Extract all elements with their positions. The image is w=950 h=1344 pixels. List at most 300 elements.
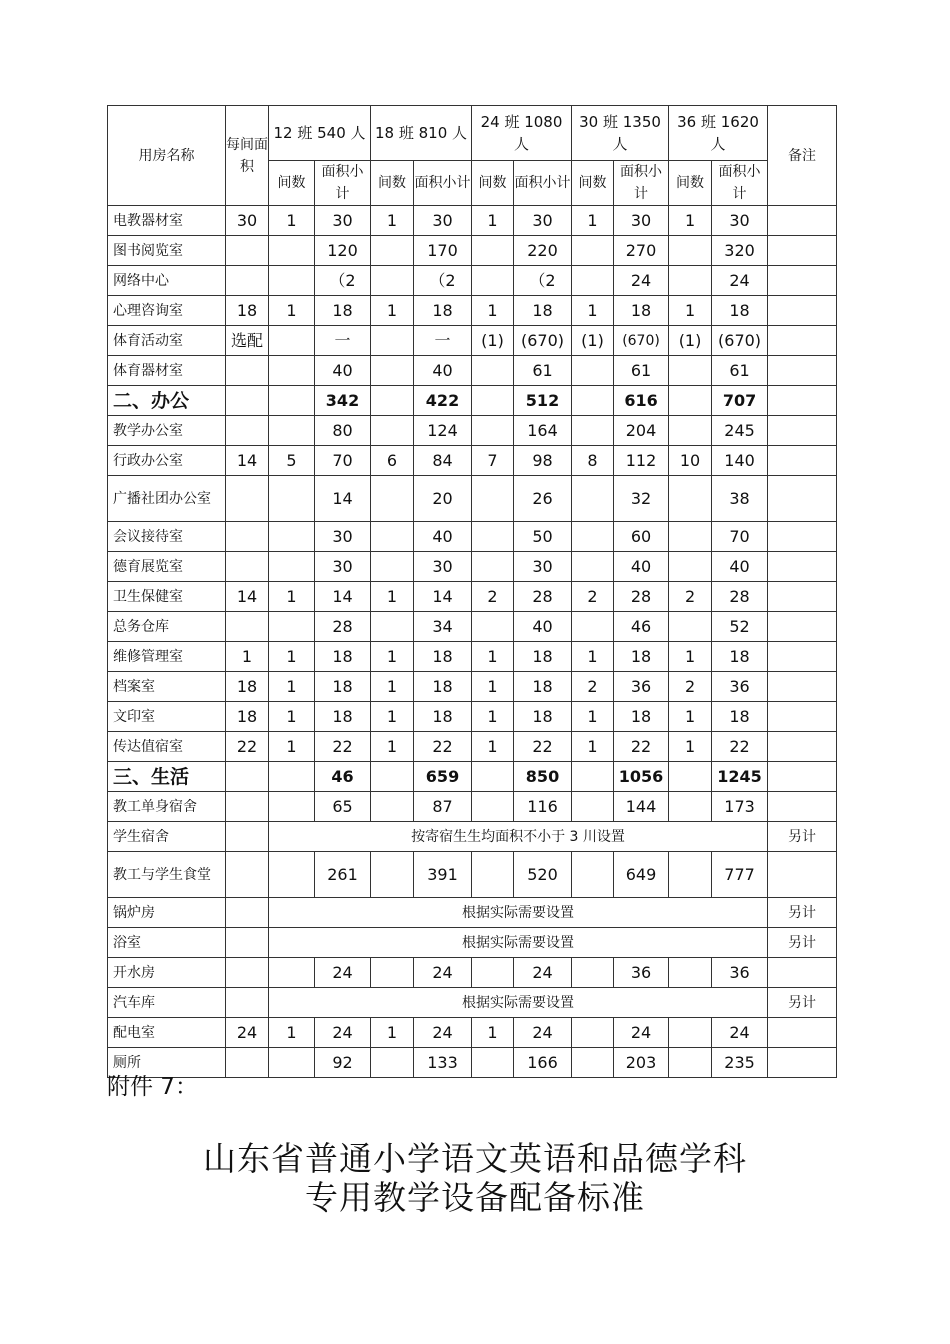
subtotal-cell: 24 — [315, 958, 371, 988]
room-name-cell: 开水房 — [108, 958, 226, 988]
subtotal-cell: 22 — [712, 732, 768, 762]
subtotal-cell: 14 — [414, 582, 472, 612]
subtotal-cell: 一 — [414, 326, 472, 356]
count-cell — [371, 266, 414, 296]
count-cell: 1 — [472, 206, 514, 236]
area-each-cell: 24 — [226, 1018, 269, 1048]
area-each-cell — [226, 898, 269, 928]
subtotal-cell: 850 — [514, 762, 572, 792]
subtotal-cell: 84 — [414, 446, 472, 476]
count-cell — [371, 416, 414, 446]
note-cell — [768, 582, 837, 612]
count-cell — [669, 386, 712, 416]
count-cell — [472, 266, 514, 296]
room-name-cell: 配电室 — [108, 1018, 226, 1048]
header-subtotal: 面积小计 — [712, 161, 768, 206]
header-count: 间数 — [269, 161, 315, 206]
merged-note-cell: 根据实际需要设置 — [269, 928, 768, 958]
count-cell — [269, 476, 315, 522]
area-each-cell — [226, 236, 269, 266]
count-cell: 1 — [371, 642, 414, 672]
subtotal-cell: 144 — [614, 792, 669, 822]
subtotal-cell: 18 — [712, 296, 768, 326]
subtotal-cell: 一 — [315, 326, 371, 356]
subtotal-cell: 22 — [514, 732, 572, 762]
subtotal-cell: 20 — [414, 476, 472, 522]
subtotal-cell: 18 — [712, 642, 768, 672]
note-cell — [768, 206, 837, 236]
area-each-cell — [226, 612, 269, 642]
area-each-cell: 14 — [226, 446, 269, 476]
area-each-cell — [226, 476, 269, 522]
count-cell: 1 — [472, 672, 514, 702]
room-name-cell: 浴室 — [108, 928, 226, 958]
subtotal-cell: 40 — [514, 612, 572, 642]
subtotal-cell: 203 — [614, 1048, 669, 1078]
subtotal-cell: 164 — [514, 416, 572, 446]
subtotal-cell: 18 — [414, 672, 472, 702]
count-cell — [269, 266, 315, 296]
subtotal-cell: 235 — [712, 1048, 768, 1078]
subtotal-cell: 24 — [712, 266, 768, 296]
subtotal-cell: 92 — [315, 1048, 371, 1078]
count-cell — [269, 958, 315, 988]
header-group-36: 36 班 1620 人 — [669, 106, 768, 161]
count-cell — [269, 1048, 315, 1078]
subtotal-cell: 28 — [712, 582, 768, 612]
note-cell — [768, 266, 837, 296]
subtotal-cell: 61 — [514, 356, 572, 386]
room-name-cell: 二、办公 — [108, 386, 226, 416]
count-cell — [669, 1048, 712, 1078]
note-cell — [768, 326, 837, 356]
room-name-cell: 卫生保健室 — [108, 582, 226, 612]
header-count: 间数 — [472, 161, 514, 206]
subtotal-cell: 18 — [514, 642, 572, 672]
count-cell — [572, 236, 614, 266]
section-row — [108, 762, 837, 792]
header-subtotal: 面积小计 — [414, 161, 472, 206]
subtotal-cell: 18 — [614, 296, 669, 326]
count-cell — [269, 762, 315, 792]
subtotal-cell: 22 — [414, 732, 472, 762]
subtotal-cell: 26 — [514, 476, 572, 522]
subtotal-cell: 36 — [614, 958, 669, 988]
count-cell — [472, 1048, 514, 1078]
subtotal-cell: (670) — [712, 326, 768, 356]
count-cell: 1 — [371, 672, 414, 702]
count-cell — [269, 522, 315, 552]
subtotal-cell: 14 — [315, 476, 371, 522]
table-row — [108, 852, 837, 898]
subtotal-cell: 616 — [614, 386, 669, 416]
table-row — [108, 582, 837, 612]
subtotal-cell: 24 — [414, 1018, 472, 1048]
room-name-cell: 图书阅览室 — [108, 236, 226, 266]
table-row — [108, 326, 837, 356]
room-name-cell: 会议接待室 — [108, 522, 226, 552]
area-each-cell: 选配 — [226, 326, 269, 356]
subtotal-cell: 18 — [315, 702, 371, 732]
table-row — [108, 988, 837, 1018]
count-cell: 1 — [472, 732, 514, 762]
area-each-cell — [226, 762, 269, 792]
count-cell — [572, 1018, 614, 1048]
count-cell — [269, 236, 315, 266]
subtotal-cell: 52 — [712, 612, 768, 642]
note-cell — [768, 958, 837, 988]
count-cell — [472, 852, 514, 898]
header-count: 间数 — [371, 161, 414, 206]
subtotal-cell: 24 — [514, 958, 572, 988]
table-row — [108, 792, 837, 822]
subtotal-cell: 40 — [712, 552, 768, 582]
room-name-cell: 体育器材室 — [108, 356, 226, 386]
count-cell: 10 — [669, 446, 712, 476]
room-name-cell: 教工单身宿舍 — [108, 792, 226, 822]
subtotal-cell: 120 — [315, 236, 371, 266]
header-subtotal: 面积小计 — [315, 161, 371, 206]
note-cell — [768, 852, 837, 898]
subtotal-cell: 261 — [315, 852, 371, 898]
area-each-cell: 14 — [226, 582, 269, 612]
count-cell: 1 — [371, 732, 414, 762]
subtotal-cell: 30 — [414, 206, 472, 236]
subtotal-cell: 40 — [414, 356, 472, 386]
count-cell — [472, 356, 514, 386]
room-standards-table — [107, 105, 837, 1078]
count-cell: 1 — [371, 1018, 414, 1048]
room-name-cell: 心理咨询室 — [108, 296, 226, 326]
room-name-cell: 行政办公室 — [108, 446, 226, 476]
subtotal-cell: 124 — [414, 416, 472, 446]
subtotal-cell: 24 — [414, 958, 472, 988]
count-cell: 1 — [572, 296, 614, 326]
section-row — [108, 386, 837, 416]
subtotal-cell: 170 — [414, 236, 472, 266]
table-row — [108, 702, 837, 732]
subtotal-cell: 24 — [614, 1018, 669, 1048]
note-cell — [768, 296, 837, 326]
subtotal-cell: 30 — [514, 206, 572, 236]
subtotal-cell: 18 — [614, 642, 669, 672]
area-each-cell — [226, 792, 269, 822]
count-cell: 1 — [669, 702, 712, 732]
subtotal-cell: 18 — [414, 702, 472, 732]
count-cell: 1 — [572, 206, 614, 236]
count-cell — [572, 612, 614, 642]
count-cell — [269, 386, 315, 416]
room-name-cell: 电教器材室 — [108, 206, 226, 236]
note-cell — [768, 416, 837, 446]
subtotal-cell: (670) — [614, 326, 669, 356]
merged-note-cell: 根据实际需要设置 — [269, 988, 768, 1018]
subtotal-cell: 30 — [315, 552, 371, 582]
count-cell: 2 — [572, 672, 614, 702]
count-cell — [269, 326, 315, 356]
header-notes: 备注 — [768, 106, 837, 206]
subtotal-cell: 220 — [514, 236, 572, 266]
subtotal-cell: 204 — [614, 416, 669, 446]
subtotal-cell: 46 — [315, 762, 371, 792]
merged-note-cell: 根据实际需要设置 — [269, 898, 768, 928]
doc-title-line2: 专用教学设备配备标准 — [305, 1178, 645, 1217]
count-cell — [472, 476, 514, 522]
table-row — [108, 1018, 837, 1048]
subtotal-cell: 649 — [614, 852, 669, 898]
note-cell — [768, 386, 837, 416]
table-row — [108, 898, 837, 928]
count-cell — [572, 416, 614, 446]
subtotal-cell: 342 — [315, 386, 371, 416]
subtotal-cell: 30 — [712, 206, 768, 236]
subtotal-cell: 24 — [514, 1018, 572, 1048]
room-name-cell: 维修管理室 — [108, 642, 226, 672]
note-cell — [768, 732, 837, 762]
count-cell: 1 — [269, 642, 315, 672]
room-name-cell: 传达值宿室 — [108, 732, 226, 762]
subtotal-cell: 18 — [414, 642, 472, 672]
subtotal-cell: 61 — [712, 356, 768, 386]
area-each-cell — [226, 386, 269, 416]
count-cell: 8 — [572, 446, 614, 476]
table-row — [108, 958, 837, 988]
area-each-cell: 18 — [226, 296, 269, 326]
subtotal-cell: （2 — [514, 266, 572, 296]
count-cell: 1 — [269, 206, 315, 236]
count-cell: 1 — [669, 642, 712, 672]
count-cell — [572, 522, 614, 552]
subtotal-cell: 18 — [414, 296, 472, 326]
subtotal-cell: 116 — [514, 792, 572, 822]
header-group-30: 30 班 1350 人 — [572, 106, 669, 161]
room-name-cell: 广播社团办公室 — [108, 476, 226, 522]
subtotal-cell: 30 — [315, 522, 371, 552]
count-cell — [371, 326, 414, 356]
count-cell — [669, 356, 712, 386]
subtotal-cell: 18 — [315, 296, 371, 326]
room-name-cell: 体育活动室 — [108, 326, 226, 356]
subtotal-cell: 28 — [614, 582, 669, 612]
count-cell: 1 — [269, 672, 315, 702]
room-name-cell: 档案室 — [108, 672, 226, 702]
subtotal-cell: 80 — [315, 416, 371, 446]
count-cell — [572, 852, 614, 898]
count-cell — [669, 958, 712, 988]
room-name-cell: 文印室 — [108, 702, 226, 732]
note-cell: 另计 — [768, 928, 837, 958]
count-cell: 1 — [472, 296, 514, 326]
note-cell — [768, 1048, 837, 1078]
count-cell — [669, 1018, 712, 1048]
area-each-cell: 22 — [226, 732, 269, 762]
note-cell — [768, 552, 837, 582]
count-cell — [472, 792, 514, 822]
subtotal-cell: 777 — [712, 852, 768, 898]
count-cell: 5 — [269, 446, 315, 476]
area-each-cell: 18 — [226, 702, 269, 732]
count-cell — [472, 762, 514, 792]
note-cell — [768, 1018, 837, 1048]
count-cell — [572, 1048, 614, 1078]
count-cell: 7 — [472, 446, 514, 476]
count-cell — [669, 416, 712, 446]
count-cell — [669, 852, 712, 898]
count-cell — [269, 552, 315, 582]
subtotal-cell: 166 — [514, 1048, 572, 1078]
subtotal-cell: 14 — [315, 582, 371, 612]
header-area-each: 每间面积 — [226, 106, 269, 206]
header-subtotal: 面积小计 — [614, 161, 669, 206]
subtotal-cell: 133 — [414, 1048, 472, 1078]
count-cell — [572, 386, 614, 416]
area-each-cell — [226, 552, 269, 582]
count-cell — [472, 416, 514, 446]
count-cell: 2 — [669, 582, 712, 612]
count-cell: 6 — [371, 446, 414, 476]
count-cell — [669, 266, 712, 296]
subtotal-cell: （2 — [414, 266, 472, 296]
header-count: 间数 — [572, 161, 614, 206]
subtotal-cell: 28 — [315, 612, 371, 642]
room-name-cell: 德育展览室 — [108, 552, 226, 582]
count-cell: 1 — [269, 702, 315, 732]
subtotal-cell: 60 — [614, 522, 669, 552]
count-cell — [371, 1048, 414, 1078]
subtotal-cell: 38 — [712, 476, 768, 522]
note-cell — [768, 356, 837, 386]
area-each-cell — [226, 416, 269, 446]
count-cell — [669, 476, 712, 522]
count-cell: 1 — [572, 642, 614, 672]
room-name-cell: 锅炉房 — [108, 898, 226, 928]
note-cell: 另计 — [768, 988, 837, 1018]
note-cell — [768, 762, 837, 792]
count-cell — [269, 792, 315, 822]
area-each-cell — [226, 822, 269, 852]
note-cell — [768, 642, 837, 672]
area-each-cell: 30 — [226, 206, 269, 236]
count-cell: (1) — [669, 326, 712, 356]
count-cell: 1 — [472, 642, 514, 672]
table-row — [108, 552, 837, 582]
header-subtotal: 面积小计 — [514, 161, 572, 206]
count-cell — [572, 266, 614, 296]
table-row — [108, 446, 837, 476]
subtotal-cell: 24 — [614, 266, 669, 296]
count-cell: 1 — [371, 296, 414, 326]
subtotal-cell: 391 — [414, 852, 472, 898]
count-cell — [472, 236, 514, 266]
note-cell — [768, 702, 837, 732]
count-cell — [269, 612, 315, 642]
count-cell — [669, 236, 712, 266]
count-cell — [669, 792, 712, 822]
count-cell: 1 — [669, 296, 712, 326]
subtotal-cell: 140 — [712, 446, 768, 476]
subtotal-cell: 70 — [315, 446, 371, 476]
header-room-name: 用房名称 — [108, 106, 226, 206]
note-cell: 另计 — [768, 822, 837, 852]
note-cell: 另计 — [768, 898, 837, 928]
count-cell: 1 — [371, 582, 414, 612]
table-row — [108, 642, 837, 672]
room-name-cell: 学生宿舍 — [108, 822, 226, 852]
room-name-cell: 汽车库 — [108, 988, 226, 1018]
merged-note-cell: 按寄宿生生均面积不小于 3 川设置 — [269, 822, 768, 852]
count-cell — [371, 236, 414, 266]
area-each-cell — [226, 522, 269, 552]
subtotal-cell: 1056 — [614, 762, 669, 792]
header-count: 间数 — [669, 161, 712, 206]
subtotal-cell: 40 — [614, 552, 669, 582]
table-row — [108, 476, 837, 522]
subtotal-cell: 22 — [315, 732, 371, 762]
subtotal-cell: 18 — [315, 642, 371, 672]
subtotal-cell: 30 — [514, 552, 572, 582]
count-cell — [269, 416, 315, 446]
subtotal-cell: 40 — [414, 522, 472, 552]
count-cell — [572, 792, 614, 822]
room-name-cell: 总务仓库 — [108, 612, 226, 642]
subtotal-cell: 1245 — [712, 762, 768, 792]
header-group-24: 24 班 1080 人 — [472, 106, 572, 161]
subtotal-cell: 34 — [414, 612, 472, 642]
subtotal-cell: 520 — [514, 852, 572, 898]
count-cell — [371, 958, 414, 988]
count-cell: 1 — [371, 702, 414, 732]
count-cell — [572, 552, 614, 582]
subtotal-cell: 512 — [514, 386, 572, 416]
count-cell — [472, 386, 514, 416]
subtotal-cell: 245 — [712, 416, 768, 446]
room-name-cell: 教工与学生食堂 — [108, 852, 226, 898]
count-cell: 1 — [269, 582, 315, 612]
header-group-18: 18 班 810 人 — [371, 106, 472, 161]
room-name-cell: 教学办公室 — [108, 416, 226, 446]
count-cell — [669, 612, 712, 642]
count-cell: 1 — [669, 732, 712, 762]
area-each-cell — [226, 1048, 269, 1078]
area-each-cell — [226, 928, 269, 958]
count-cell — [371, 612, 414, 642]
count-cell — [572, 476, 614, 522]
count-cell: (1) — [572, 326, 614, 356]
note-cell — [768, 522, 837, 552]
subtotal-cell: 40 — [315, 356, 371, 386]
note-cell — [768, 792, 837, 822]
subtotal-cell: 422 — [414, 386, 472, 416]
room-name-cell: 三、生活 — [108, 762, 226, 792]
subtotal-cell: 270 — [614, 236, 669, 266]
area-each-cell — [226, 356, 269, 386]
subtotal-cell: 18 — [514, 702, 572, 732]
count-cell — [669, 522, 712, 552]
area-each-cell — [226, 958, 269, 988]
subtotal-cell: 24 — [712, 1018, 768, 1048]
subtotal-cell: 18 — [514, 672, 572, 702]
note-cell — [768, 612, 837, 642]
count-cell — [572, 762, 614, 792]
room-name-cell: 网络中心 — [108, 266, 226, 296]
table-row — [108, 236, 837, 266]
count-cell: 2 — [669, 672, 712, 702]
subtotal-cell: 61 — [614, 356, 669, 386]
subtotal-cell: 707 — [712, 386, 768, 416]
table-row — [108, 928, 837, 958]
note-cell — [768, 672, 837, 702]
header-group-12: 12 班 540 人 — [269, 106, 371, 161]
